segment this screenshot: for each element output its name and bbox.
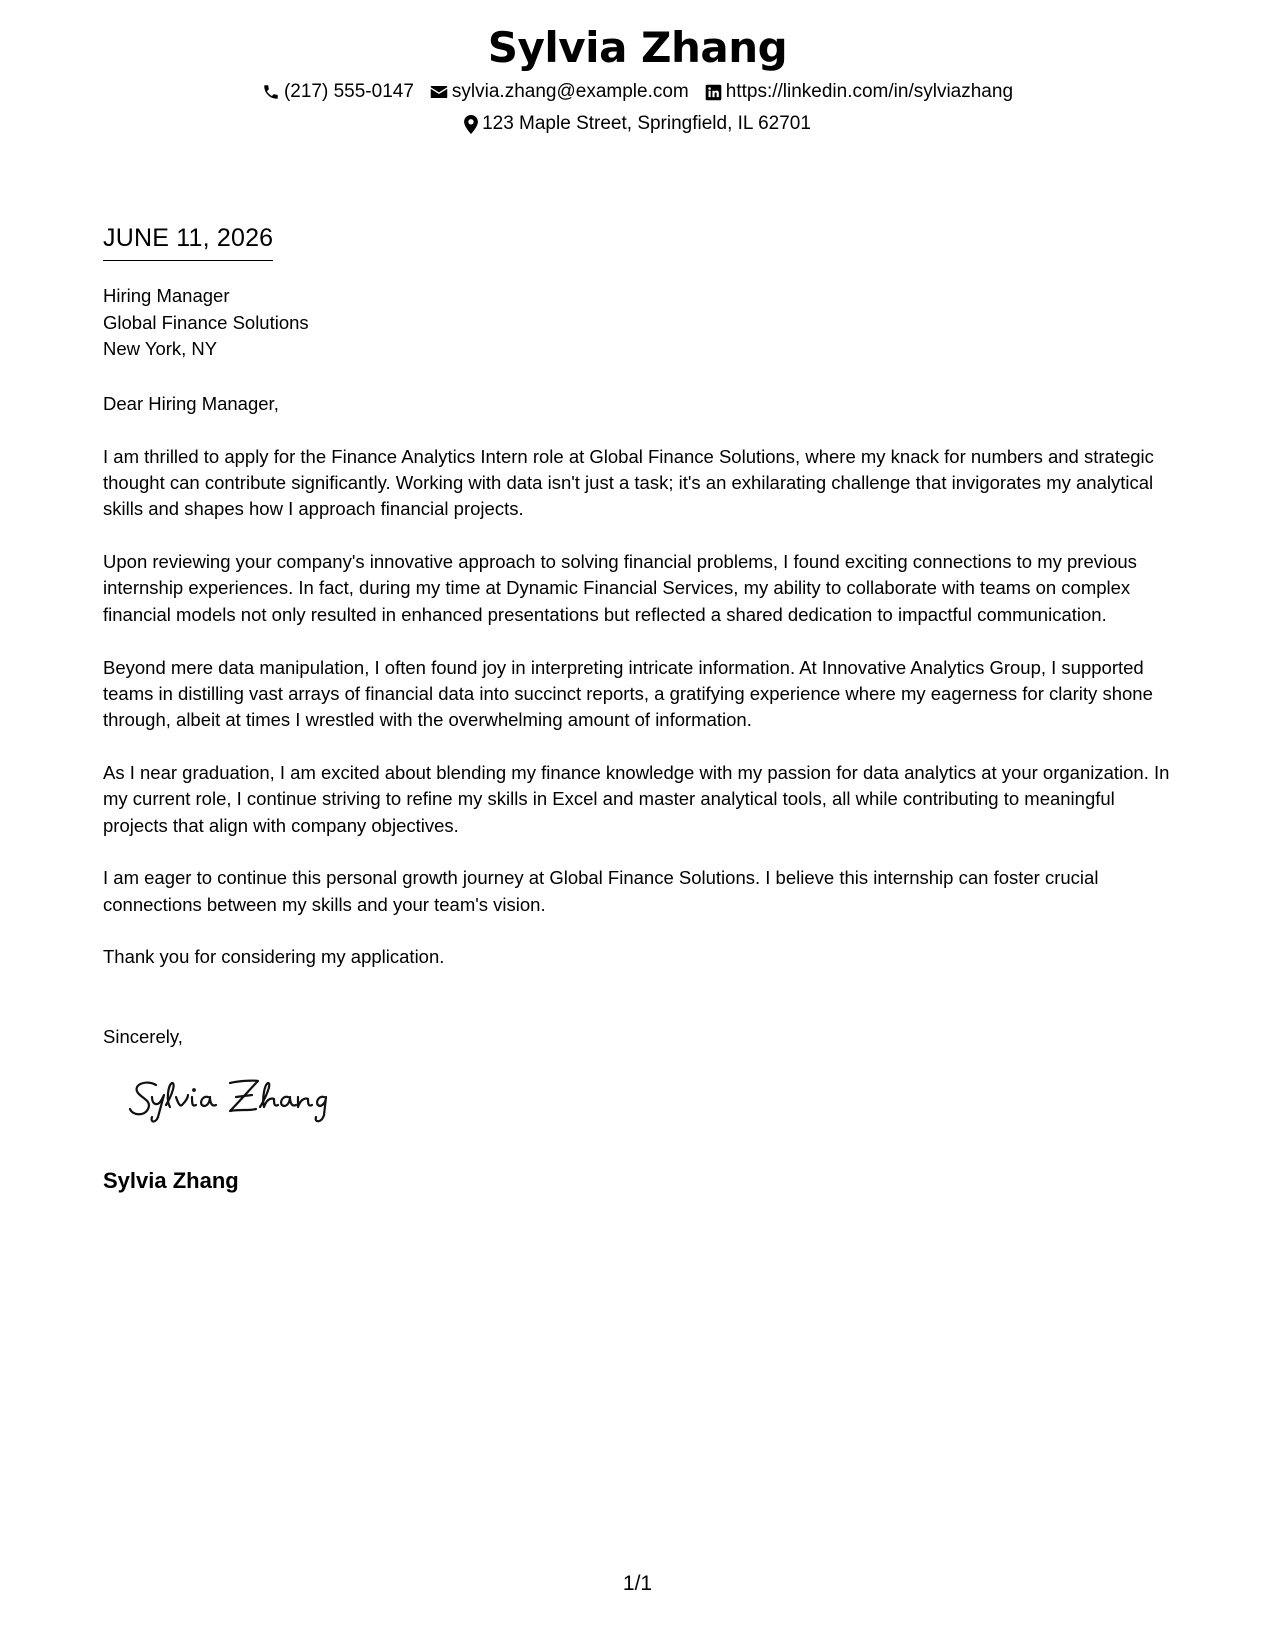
applicant-name: Sylvia Zhang [487, 23, 788, 72]
closing: Sincerely, [103, 1026, 183, 1047]
body-paragraph: I am thrilled to apply for the Finance Analytics Intern role at Global Finance Solutions, where my knack for numbers and strategic thought can contribute significantly. Working with data isn't just a task; it's an exhilarating challenge that invigorates my analytical skills and shapes how I approach financial projects. [103, 445, 1154, 520]
body-paragraph: As I near graduation, I am excited about blending my finance knowledge with my passion for data analytics at your organization. In my current role, I continue striving to refine my skills in Excel and master analytical tools, all while contributing to meaningful projects that align with company objectives. [103, 761, 1170, 836]
envelope-icon [430, 84, 448, 100]
body-paragraph: Thank you for considering my application. [103, 946, 445, 968]
letter-date: JUNE 11, 2026 [103, 222, 273, 261]
page-number: 1/1 [622, 1572, 653, 1595]
address-row [0, 112, 1275, 136]
linkedin-url[interactable]: https://linkedin.com/in/sylviazhang [725, 81, 1014, 102]
body-paragraph: I am eager to continue this personal growth journey at Global Finance Solutions. I believe this internship can foster crucial connections between my skills and your team's vision. [103, 867, 1099, 915]
address-contact [464, 112, 811, 136]
email-address[interactable]: sylvia.zhang@example.com [451, 81, 689, 102]
linkedin-icon [705, 84, 722, 101]
phone-contact [262, 80, 414, 104]
phone-number: (217) 555-0147 [283, 81, 414, 102]
recipient-title: Hiring Manager [103, 285, 230, 306]
phone-icon [262, 83, 280, 101]
handwritten-signature [128, 1075, 338, 1132]
contact-row [0, 80, 1275, 104]
street-address: 123 Maple Street, Springfield, IL 62701 [482, 113, 811, 134]
signature-image [128, 1075, 338, 1127]
recipient-location: New York, NY [103, 338, 218, 359]
letter-body [103, 391, 1183, 997]
salutation: Dear Hiring Manager, [103, 393, 279, 414]
map-marker-icon [464, 115, 478, 134]
linkedin-contact[interactable] [705, 80, 1013, 104]
signed-name: Sylvia Zhang [103, 1168, 239, 1193]
email-contact[interactable] [430, 80, 689, 104]
recipient-company: Global Finance Solutions [103, 311, 309, 333]
body-paragraph: Beyond mere data manipulation, I often found joy in interpreting intricate information. At Innovative Analytics Group, I supported teams in distilling vast arrays of financial data into succinct reports, a gratifying experience where my eagerness for clarity shone through, albeit at times I wrestled with the overwhelming amount of information. [103, 656, 1153, 731]
body-paragraph: Upon reviewing your company's innovative approach to solving financial problems, I found exciting connections to my previous internship experiences. In fact, during my time at Dynamic Financial Services, my ability to collaborate with teams on complex financial models not only resulted in enhanced presentations but reflected a shared dedication to impactful communication. [103, 551, 1137, 625]
recipient-block [103, 283, 309, 363]
